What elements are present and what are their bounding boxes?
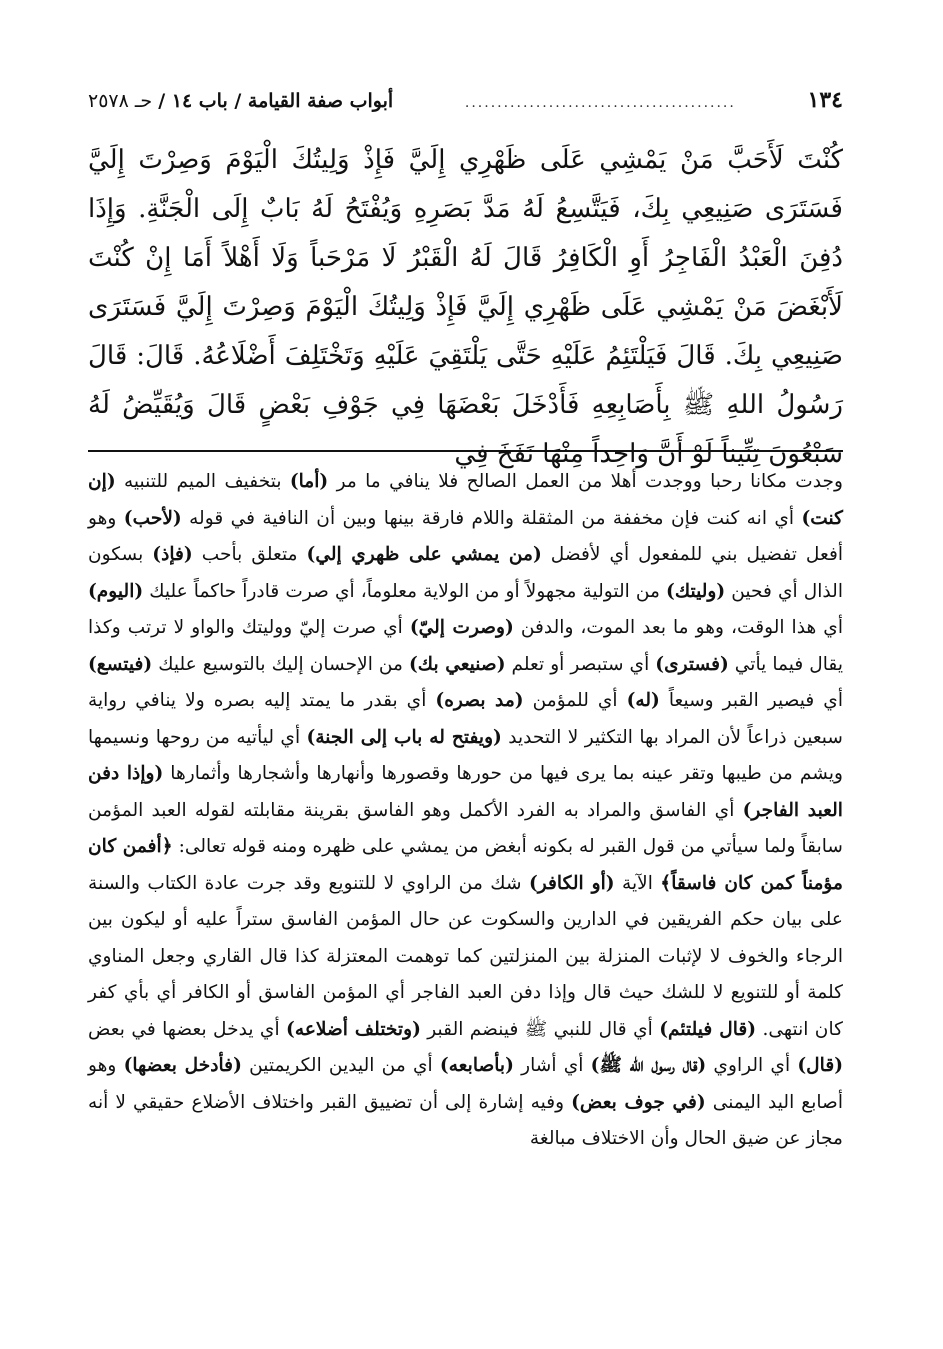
commentary-run: أي بقدر ما يمتد إليه بصره ولا ينافي رواية سبعين ذراعاً لأن المراد بها التكثير لا التحديد <box>88 690 843 748</box>
commentary-term: (وصرت إليّ) <box>409 617 514 638</box>
commentary-run: وهو أصابع اليد اليمنى <box>88 1055 843 1113</box>
running-title: أبواب صفة القيامة / باب ١٤ / <box>158 90 394 112</box>
commentary-term: (اليوم) <box>88 580 144 602</box>
commentary-term: (صنيعي بك) <box>409 653 506 675</box>
commentary-term: (أو الكافر) <box>528 872 615 894</box>
commentary-run: أي فيصير القبر وسيعاً <box>659 690 843 711</box>
commentary-run: بسكون الذال أي فحين <box>88 544 844 602</box>
commentary-term: (قال) <box>797 1055 844 1076</box>
commentary-term: (وتختلف أضلاعه) <box>286 1018 421 1040</box>
commentary-text <box>88 464 843 1304</box>
commentary-term: (في جوف بعض) <box>571 1091 706 1113</box>
commentary-term: (من يمشي على ظهري إلي) <box>306 544 542 565</box>
commentary-term: (فإذ) <box>152 544 193 565</box>
commentary-run: أي يدخل بعضها في بعض <box>88 1018 287 1040</box>
commentary-run: أي ليأتيه من روحها ونسيمها ويشم من طيبها وتقر عينه بما يرى فيها من حورها وقصورها وأنهارها وأشجارها وأثمارها <box>88 726 843 784</box>
commentary-run: أي صرت إليّ ووليتك والواو لا ترتب وكذا يقال فيما يأتي <box>88 617 843 675</box>
commentary-term: (إن كنت) <box>88 471 843 529</box>
commentary-run: أي هذا الوقت، وهو ما بعد الموت، والدفن <box>513 617 843 638</box>
header-leader-dots: .......................................... <box>464 95 736 111</box>
hadith-text <box>88 136 843 469</box>
commentary-term: (قال رسول الله ﷺ) <box>590 1055 707 1076</box>
commentary-term: (فأدخل بعضها) <box>123 1055 242 1076</box>
hadith-reference: حـ ٢٥٧٨ <box>88 90 153 112</box>
commentary-run: الآية <box>614 872 661 894</box>
commentary-term: (وإذا دفن العبد الفاجر) <box>88 763 843 821</box>
page-number: ١٣٤ <box>807 87 843 113</box>
hadith-paragraph: كُنْتَ لَأَحَبَّ مَنْ يَمْشِي عَلَى ظَهْرِي إِلَيَّ فَإِذْ وَلِيتُكَ الْيَوْمَ وَصِرْتَ إِلَيَّ فَسَتَرَى صَنِيعِي بِكَ، فَيَتَّسِعُ لَهُ مَدَّ بَصَرِهِ وَيُفْتَحُ لَهُ بَابٌ إِلَى الْجَنَّةِ. وَإِذَا دُفِنَ الْعَبْدُ الْفَاجِرُ أَوِ الْكَافِرُ قَالَ لَهُ الْقَبْرُ لَا مَرْحَباً وَلَا أَهْلاً أَمَا إِنْ كُنْتَ لَأَبْغَضَ مَنْ يَمْشِي عَلَى ظَهْرِي إِلَيَّ فَإِذْ وَلِيتُكَ الْيَوْمَ وَصِرْتَ إِلَيَّ فَسَتَرَى صَنِيعِي بِكَ. قَالَ فَيَلْتَئِمُ عَلَيْهِ حَتَّى يَلْتَقِيَ عَلَيْهِ وَتَخْتَلِفَ أَضْلَاعُهُ. قَالَ: قَالَ رَسُولُ اللهِ ﷺ بِأَصَابِعِهِ فَأَدْخَلَ بَعْضَهَا فِي جَوْفِ بَعْضٍ قَالَ وَيُقَيِّضُ لَهُ سَبْعُونَ تِنِّيناً لَوْ أَنَّ وَاحِداً مِنْهَا نَفَخَ فِي <box>88 145 843 469</box>
commentary-run: وجدت مكانا رحبا ووجدت أهلا من العمل الصالح فلا ينافي ما مر <box>328 471 843 492</box>
commentary-run: وفيه إشارة إلى أن تضييق القبر واختلاف الأضلاع حقيقي لا أنه مجاز عن ضيق الحال وأن الاختلاف مبالغة <box>88 1091 843 1149</box>
commentary-run: من الإحسان إليك بالتوسيع عليك <box>152 653 409 675</box>
commentary-term: (أما) <box>289 471 329 492</box>
commentary-term: (وليتك) <box>666 580 726 602</box>
commentary-run: بتخفيف الميم للتنبيه <box>115 471 290 492</box>
commentary-run: شك من الراوي لا للتنويع وقد جرت عادة الكتاب والسنة على بيان حكم الفريقين في الدارين والسكوت عن حال المؤمن الفاسق ستراً عليه أو ليكون بين الرجاء والخوف لا لإثبات المنزلة بين المنزلتين كما توهمت المعتزلة كذا قال القاري وجعل المناوي كلمة أو للتنويع لا للشك حيث قال وإذا دفن العبد الفاجر أي المؤمن الفاسق أو الكافر أي بأي كفر كان انتهى. <box>88 872 843 1040</box>
commentary-run: أي الفاسق والمراد به الفرد الأكمل وهو الفاسق بقرينة مقابلته لقوله العبد المؤمن سابقاً ولما سيأتي من قول القبر له بكونه أبغض من يمشي على ظهره ومنه قوله تعالى: <box>88 799 843 857</box>
commentary-run: أي ستبصر أو تعلم <box>505 653 656 675</box>
commentary-term: (قال فيلتئم) <box>659 1018 757 1040</box>
commentary-term: (بأصابعه) <box>439 1055 514 1076</box>
commentary-run: أي قال للنبي ﷺ فينضم القبر <box>420 1018 660 1040</box>
commentary-term: (ويفتح له باب إلى الجنة) <box>306 726 502 748</box>
commentary-run: أي أشار <box>513 1055 591 1076</box>
commentary-run: أي للمؤمن <box>523 690 627 711</box>
commentary-term: (لأحب) <box>123 507 182 529</box>
commentary-term: (فسترى) <box>655 653 729 675</box>
commentary-run: أي الراوي <box>706 1055 798 1076</box>
commentary-run: وهو أفعل تفضيل بني للمفعول أي لأفضل <box>88 507 844 565</box>
commentary-run: أي من اليدين الكريمتين <box>241 1055 440 1076</box>
commentary-term: (له) <box>626 690 660 711</box>
commentary-run: متعلق بأحب <box>192 544 307 565</box>
commentary-term: (مد بصره) <box>435 690 524 711</box>
commentary-run: أي انه كنت فإن مخففة من المثقلة واللام فارقة بينها وبين أن النافية في قوله <box>181 507 802 529</box>
commentary-term: ﴿أفمن كان مؤمناً كمن كان فاسقاً﴾ <box>88 836 843 894</box>
commentary-term: (فيتسع) <box>88 653 153 675</box>
commentary-paragraph <box>88 464 843 1158</box>
commentary-run: من التولية مجهولاً أو من الولاية معلوماً، أي صرت قادراً حاكماً عليك <box>143 580 667 602</box>
page-header <box>88 82 843 118</box>
